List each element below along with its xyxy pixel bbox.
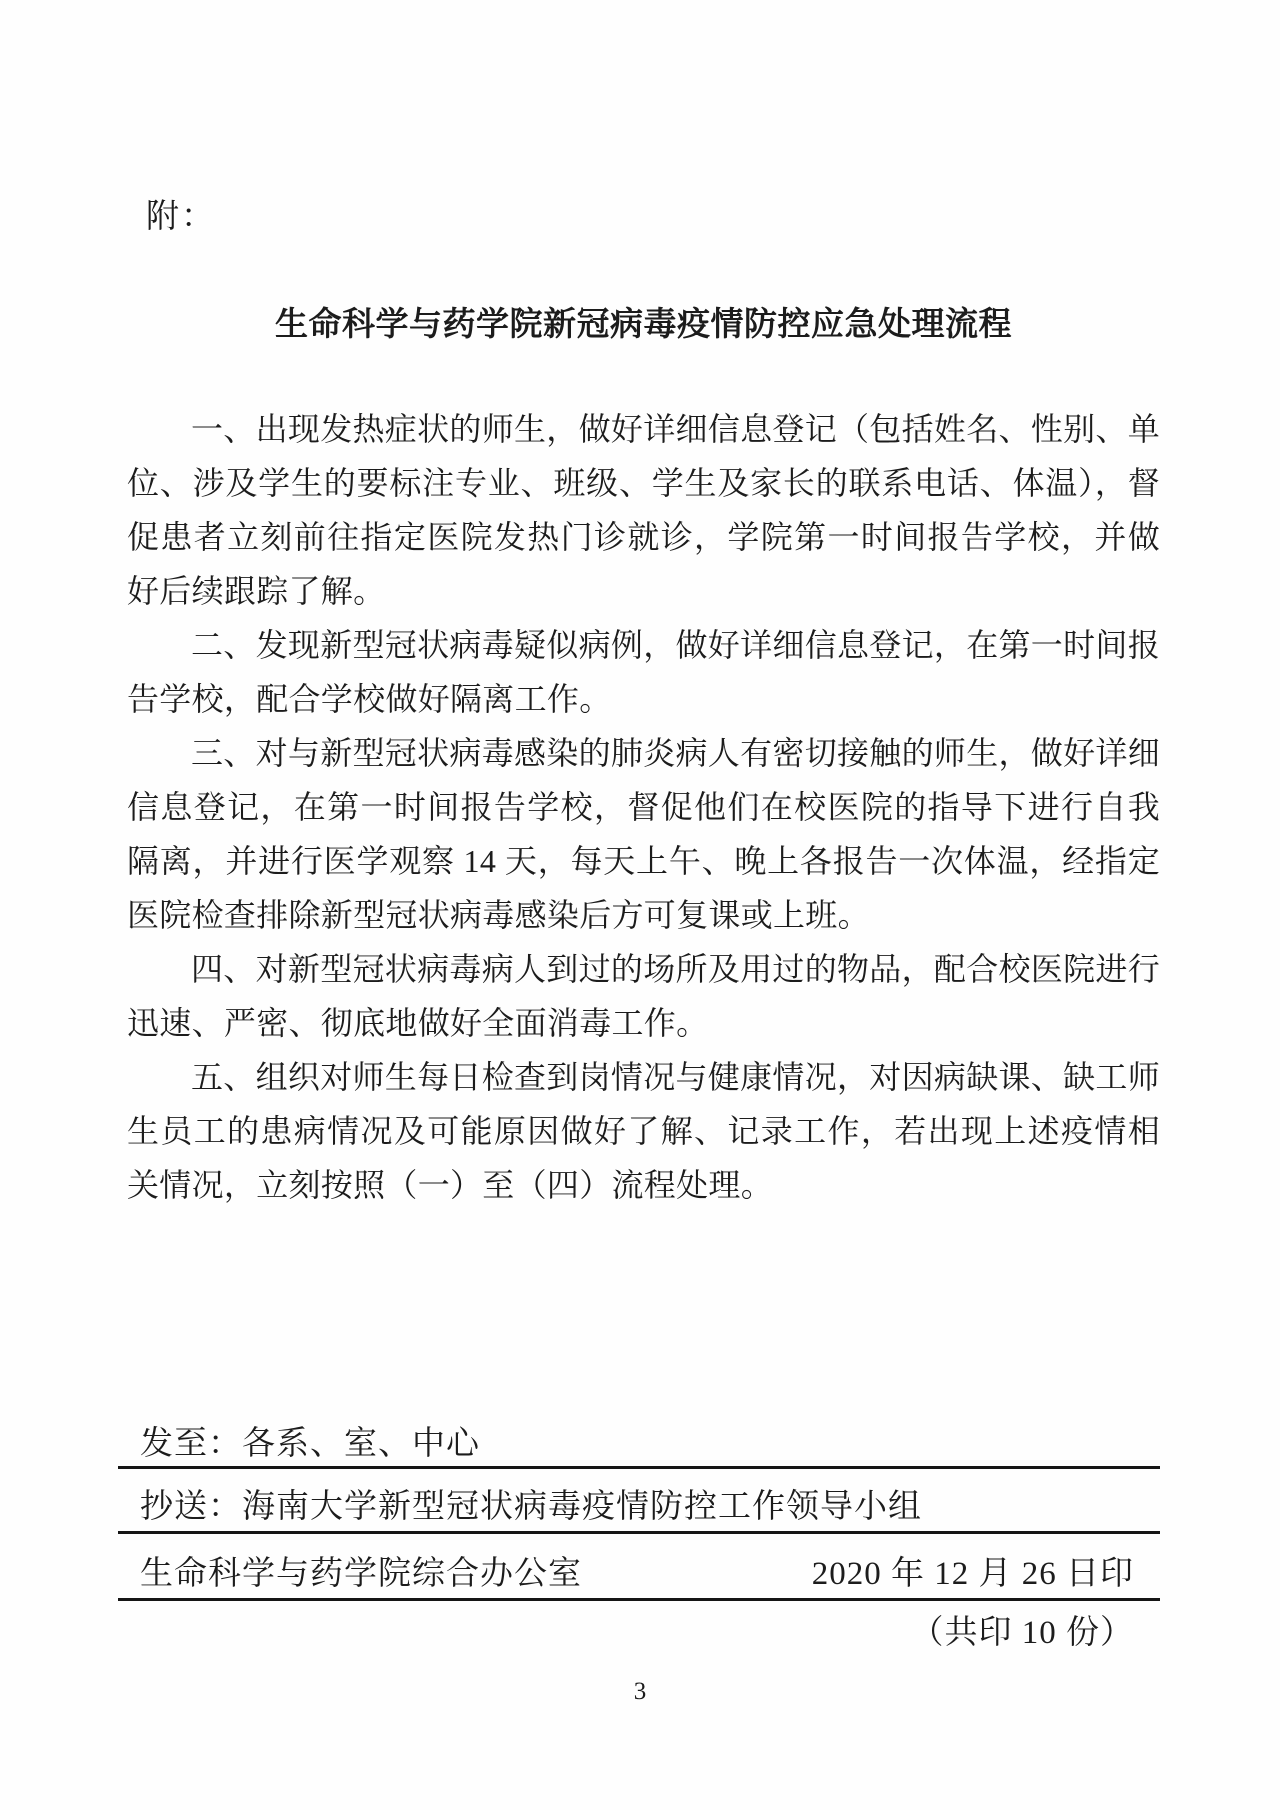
copies-count: （共印 10 份） [910, 1615, 1134, 1651]
paragraph: 一、出现发热症状的师生，做好详细信息登记（包括姓名、性别、单位、涉及学生的要标注专业、班级、学生及家长的联系电话、体温），督促患者立刻前往指定医院发热门诊就诊，学院第一时间报告学校，并做好后续跟踪了解。 [127, 411, 1161, 609]
body-paragraphs [127, 402, 1160, 1212]
page-title: 生命科学与药学院新冠病毒疫情防控应急处理流程 [275, 305, 1012, 342]
issuing-office: 生命科学与药学院综合办公室 [140, 1556, 582, 1592]
print-date: 2020 年 12 月 26 日印 [811, 1556, 1134, 1592]
copies-line [118, 1601, 1160, 1653]
paragraph: 二、发现新型冠状病毒疑似病例，做好详细信息登记，在第一时间报告学校，配合学校做好隔离工作。 [127, 627, 1161, 717]
paragraph: 四、对新型冠状病毒病人到过的场所及用过的物品，配合校医院进行迅速、严密、彻底地做好全面消毒工作。 [127, 951, 1161, 1041]
paragraph: 三、对与新型冠状病毒感染的肺炎病人有密切接触的师生，做好详细信息登记，在第一时间报告学校，督促他们在校医院的指导下进行自我隔离，并进行医学观察 14 天，每天上午、晚上各报告一次体温，经指定医院检查排除新型冠状病毒感染后方可复课或上班。 [127, 735, 1161, 933]
distribution-line: 发至：各系、室、中心 [118, 1424, 1160, 1469]
copy-to-line: 抄送：海南大学新型冠状病毒疫情防控工作领导小组 [118, 1469, 1160, 1534]
paragraph: 五、组织对师生每日检查到岗情况与健康情况，对因病缺课、缺工师生员工的患病情况及可能原因做好了解、记录工作，若出现上述疫情相关情况，立刻按照（一）至（四）流程处理。 [127, 1059, 1161, 1203]
page-number: 3 [633, 1678, 647, 1705]
imprint-section [118, 1424, 1160, 1653]
issuer-date-line [118, 1534, 1160, 1601]
attachment-label: 附： [146, 199, 216, 235]
